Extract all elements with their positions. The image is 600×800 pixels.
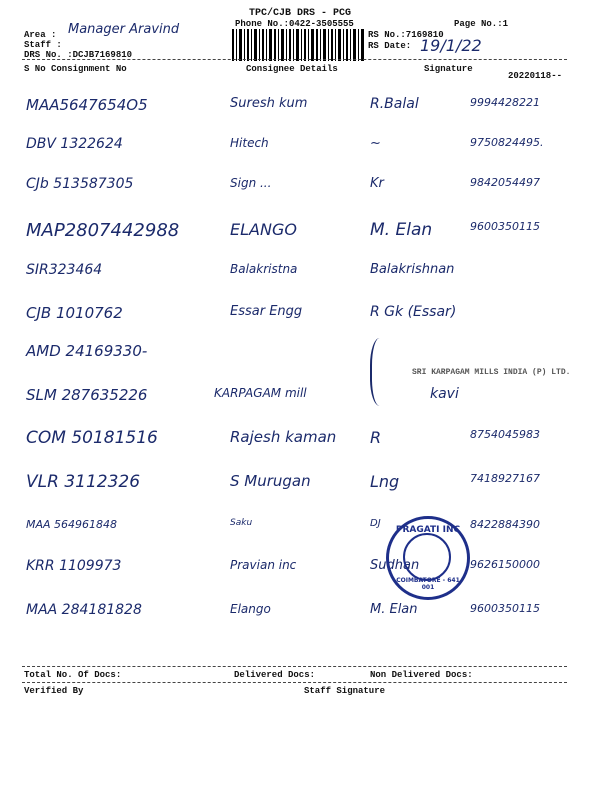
brace-mark (370, 338, 394, 406)
barcode-image (232, 29, 364, 61)
entry-consignment-no: DBV 1322624 (26, 136, 123, 152)
entry-consignee: Balakristna (230, 262, 298, 276)
entry-consignee: Hitech (230, 136, 269, 150)
entry-consignment-no: SIR323464 (26, 262, 103, 278)
entry-phone: 9750824495. (470, 136, 544, 149)
entry-signature: ~ (370, 136, 381, 151)
entry-consignee: Sign ... (230, 176, 272, 190)
entry-consignment-no: COM 50181516 (26, 428, 158, 448)
non-delivered-docs: Non Delivered Docs: (370, 670, 473, 680)
sheet-header (0, 4, 600, 81)
sheet-title: TPC/CJB DRS - PCG (248, 8, 352, 19)
delivered-docs: Delivered Docs: (234, 670, 316, 680)
entry-phone: 9600350115 (470, 602, 540, 615)
entry-consignment-no: AMD 24169330- (26, 342, 148, 360)
entry-consignee: Rajesh kaman (230, 428, 337, 446)
entry-signature: M. Elan (370, 220, 433, 240)
entry-consignee: Essar Engg (230, 304, 303, 319)
footer-divider-2 (22, 682, 567, 683)
column-sno-consignment: S No Consignment No (24, 64, 127, 74)
entry-signature: R Gk (Essar) (370, 304, 457, 320)
entry-phone: 9994428221 (470, 96, 540, 109)
entry-consignee: Pravian inc (230, 558, 297, 572)
entry-consignment-no: MAA 564961848 (26, 518, 118, 531)
entry-signature: R.Balal (370, 96, 419, 112)
date-stamp: 20220118-- (508, 71, 563, 81)
entry-signature: Balakrishnan (370, 262, 455, 277)
stamp-top-text: PRAGATI INC (395, 525, 461, 535)
entry-consignment-no: MAA 284181828 (26, 602, 142, 618)
rs-number: RS No.:7169810 (368, 30, 444, 40)
rs-date-handwritten: 19/1/22 (420, 36, 482, 55)
entry-signature: DJ (370, 518, 381, 529)
entry-signature: Sudhan (370, 558, 420, 573)
entry-consignee: Saku (230, 518, 253, 528)
entry-phone: 8422884390 (470, 518, 540, 531)
entry-signature: M. Elan (370, 602, 418, 617)
rs-date-label: RS Date: (368, 41, 412, 51)
entry-signature: Kr (370, 176, 384, 191)
drs-number: DRS No. :DCJB7169810 (24, 50, 133, 60)
entry-consignment-no: CJb 513587305 (26, 176, 134, 192)
entry-phone: 9600350115 (470, 220, 540, 233)
entry-consignee: KARPAGAM mill (214, 386, 307, 400)
area-handwritten: Manager Aravind (68, 22, 180, 37)
staff-signature: Staff Signature (304, 686, 386, 696)
entry-consignee: ELANGO (230, 220, 297, 239)
entry-signature: Lng (370, 472, 400, 491)
column-consignee: Consignee Details (246, 64, 338, 74)
entry-phone: 7418927167 (470, 472, 540, 485)
entry-consignment-no: MAP2807442988 (26, 220, 180, 241)
entry-signature: kavi (430, 386, 459, 402)
staff-label: Staff : (24, 40, 62, 50)
entry-consignee: S Murugan (230, 472, 311, 490)
verified-by: Verified By (24, 686, 84, 696)
stamp-bottom-text: COIMBATORE - 641 001 (396, 577, 460, 591)
entry-consignment-no: VLR 3112326 (26, 472, 141, 492)
entry-consignment-no: KRR 1109973 (26, 558, 122, 574)
phone-number: Phone No.:0422-3505555 (235, 19, 354, 29)
round-stamp (386, 516, 470, 600)
stamp-inner-ring (403, 533, 451, 581)
entry-phone: 9842054497 (470, 176, 540, 189)
entry-consignment-no: SLM 287635226 (26, 386, 148, 404)
column-signature: Signature (424, 64, 473, 74)
entry-consignment-no: MAA5647654O5 (26, 96, 148, 114)
header-divider (22, 59, 567, 60)
entry-phone: 9626150000 (470, 558, 540, 571)
total-docs: Total No. Of Docs: (24, 670, 122, 680)
entry-signature: R (370, 428, 382, 447)
entry-consignee: Elango (230, 602, 271, 616)
entry-consignment-no: CJB 1010762 (26, 304, 123, 322)
footer-divider (22, 666, 567, 667)
entry-consignee: Suresh kum (230, 96, 308, 111)
page-number: Page No.:1 (454, 19, 509, 29)
entry-phone: 8754045983 (470, 428, 540, 441)
company-stamp: SRI KARPAGAM MILLS INDIA (P) LTD. (412, 368, 571, 377)
area-label: Area : (24, 30, 57, 40)
